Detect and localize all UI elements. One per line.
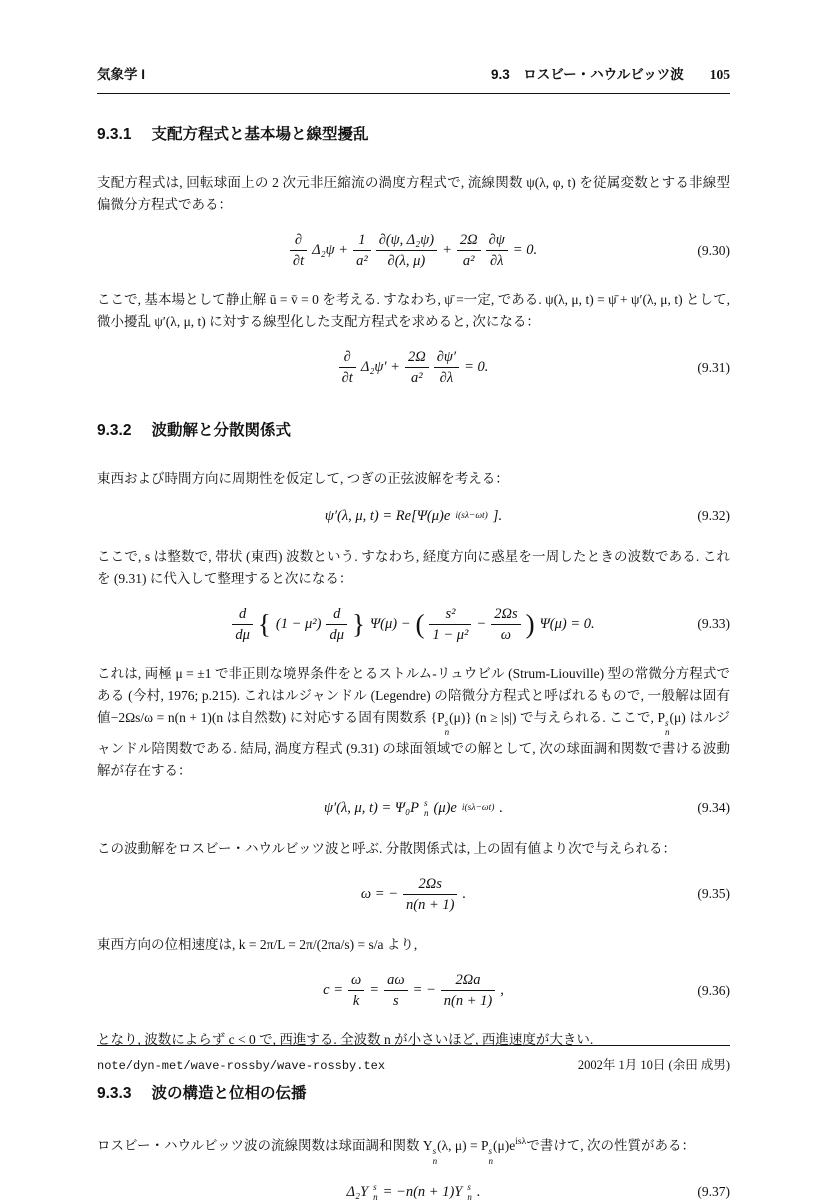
denominator: 1 − μ² — [432, 626, 469, 643]
section-heading-933 — [97, 1084, 730, 1104]
math-text: ψ′(λ, μ, t) = Ψ₀P — [323, 800, 419, 817]
paragraph-text: (μ) はルジャンドル陪関数である. 結局, 渦度方程式 (9.31) の球面領域での解として, 次の球面調和関数で書ける波動解が存在する： — [97, 709, 730, 778]
fraction — [405, 348, 429, 387]
superscript: s — [467, 1182, 471, 1193]
fraction — [457, 231, 481, 270]
math-text: − — [476, 615, 487, 632]
display-equation-932 — [97, 505, 730, 527]
numerator: 2Ω — [405, 348, 429, 368]
subscript: n — [488, 1155, 494, 1166]
display-equation-937 — [97, 1181, 730, 1203]
math-text: c = — [323, 982, 344, 999]
math-text: (1 − μ²) — [275, 615, 322, 632]
equation-body — [361, 875, 466, 914]
left-brace: { — [257, 608, 271, 639]
fraction — [441, 971, 495, 1010]
equation-number: (9.33) — [697, 616, 730, 632]
denominator: dμ — [235, 626, 250, 643]
superscript: s — [424, 798, 428, 809]
math-text: (μ)e — [433, 800, 457, 817]
header-course-title: 気象学 I — [97, 67, 146, 82]
fraction — [429, 605, 471, 644]
math-text: = − — [412, 982, 436, 999]
denominator: a² — [411, 370, 423, 387]
denominator: a² — [356, 253, 368, 270]
fraction — [232, 605, 253, 644]
page-footer — [97, 1045, 730, 1077]
section-number: 9.3.1 — [97, 126, 132, 143]
numerator: ∂ψ′ — [434, 348, 459, 368]
fraction — [376, 231, 437, 270]
section-number: 9.3.3 — [97, 1085, 132, 1103]
equation-number: (9.30) — [697, 242, 730, 258]
denominator: ∂λ — [489, 253, 504, 270]
fraction — [434, 348, 459, 387]
math-text: Δ₂Y — [346, 1184, 369, 1201]
numerator: d — [326, 605, 347, 625]
fraction — [384, 971, 408, 1010]
subscript: n — [373, 1191, 378, 1202]
superscript: i(sλ−ωt) — [455, 511, 488, 522]
math-text: Δ₂ψ′ + — [360, 359, 400, 376]
math-text: . — [476, 1184, 481, 1201]
denominator: k — [352, 993, 360, 1009]
section-title: 支配方程式と基本場と線型擾乱 — [151, 126, 369, 143]
paragraph: この波動解をロスビー・ハウルビッツ波と呼ぶ. 分散関係式は, 上の固有値より次で与えられる： — [97, 840, 677, 856]
left-paren: ( — [415, 608, 425, 639]
equation-body — [324, 799, 503, 818]
denominator: s — [392, 993, 399, 1009]
denominator: dμ — [329, 626, 344, 643]
equation-number: (9.35) — [697, 886, 730, 902]
denominator: n(n + 1) — [405, 896, 455, 913]
superscript: s — [373, 1182, 377, 1193]
superscript: i(sλ−ωt) — [461, 803, 495, 814]
numerator: s² — [429, 605, 471, 625]
fraction — [339, 348, 356, 387]
footer-file-path: note/dyn-met/wave-rossby/wave-rossby.tex — [97, 1059, 386, 1073]
math-text: . — [462, 885, 467, 902]
numerator: ∂ — [290, 231, 307, 251]
fraction — [353, 231, 371, 270]
numerator: 2Ωa — [441, 971, 495, 991]
superscript: isλ — [515, 1137, 527, 1148]
paragraph-text: (λ, μ) = P — [437, 1138, 489, 1154]
subscript: n — [467, 1191, 472, 1202]
equation-body — [325, 507, 502, 526]
sup-sub-scripts — [424, 799, 429, 818]
section-heading-931 — [97, 125, 730, 145]
subscript: n — [424, 807, 429, 818]
display-equation-931 — [97, 348, 730, 387]
math-text: ψ′(λ, μ, t) = Re[Ψ(μ)e — [324, 507, 451, 524]
math-text: = 0. — [512, 242, 538, 259]
paragraph — [97, 663, 730, 782]
equation-number: (9.31) — [697, 359, 730, 375]
equation-number: (9.32) — [697, 507, 730, 523]
math-text: + — [442, 242, 452, 259]
running-header — [97, 64, 730, 94]
paragraph-text: これは, 両極 μ = ±1 で非正則な境界条件をとるストルム-リュウビル (Strum-Liouville) 型の常微分方程式である (今村, 1976; p.215). これはルジャンドル (Legendre) の陪微分方程式と呼ばれるもので, 一般解は固有値−2Ωs/ω = n(n + 1)(n は自然数) に対応する固有関数系 {P — [97, 665, 730, 725]
paragraph: 東西および時間方向に周期性を仮定して, つぎの正弦波解を考える： — [97, 470, 509, 486]
subscript: n — [444, 727, 450, 738]
math-text: ]. — [492, 507, 503, 524]
superscript: s — [444, 717, 449, 728]
math-text: ω = − — [360, 885, 398, 902]
denominator: ∂(λ, μ) — [387, 253, 426, 270]
denominator: ∂t — [341, 370, 353, 387]
footer-date: 2002年 1月 10日 (余田 成男) — [577, 1058, 730, 1072]
numerator: ∂(ψ, Δ₂ψ) — [376, 231, 437, 251]
math-text: . — [499, 800, 504, 817]
fraction — [491, 605, 520, 644]
paragraph: ここで, 基本場として静止解 ū = v̄ = 0 を考える. すなわち, ψ̄ =一定, である. ψ(λ, μ, t) = ψ̄ + ψ′(λ, μ, t) として, 微小擾乱 ψ′(λ, μ, t) に対する線型化した支配方程式を求めると, 次になる： — [97, 292, 730, 330]
superscript: s — [665, 717, 669, 728]
fraction — [486, 231, 508, 270]
equation-body — [347, 1183, 481, 1202]
numerator: d — [232, 605, 253, 625]
paragraph-text: (μ)e — [493, 1138, 516, 1154]
paragraph: 支配方程式は, 回転球面上の 2 次元非圧縮流の渦度方程式で, 流線関数 ψ(λ, φ, t) を従属変数とする非線型偏微分方程式である： — [97, 175, 730, 212]
superscript: s — [432, 1146, 437, 1157]
numerator: 1 — [353, 231, 371, 251]
paragraph: ここで, s は整数で, 帯状 (東西) 波数という. すなわち, 経度方向に惑星を一周したときの波数である. これを (9.31) に代入して整理すると次になる： — [97, 548, 730, 586]
numerator: 2Ωs — [491, 605, 520, 625]
denominator: n(n + 1) — [443, 993, 493, 1009]
denominator: ∂λ — [439, 370, 454, 387]
math-text: Δ₂ψ + — [312, 242, 349, 259]
math-text: Ψ(μ) = 0. — [539, 615, 595, 632]
math-text: = −n(n + 1)Y — [382, 1184, 463, 1201]
equation-body — [290, 231, 537, 270]
math-text: = 0. — [464, 359, 489, 376]
equation-number: (9.36) — [697, 982, 730, 998]
sup-sub-scripts — [467, 1183, 472, 1202]
fraction — [326, 605, 347, 644]
right-paren: ) — [525, 608, 535, 639]
paragraph-text: (μ)} (n ≥ |s|) で与えられる. ここで, P — [449, 709, 666, 725]
display-equation-934 — [97, 797, 730, 819]
section-number: 9.3.2 — [97, 421, 132, 439]
numerator: 2Ωs — [403, 875, 457, 895]
paragraph-text: で書けて, 次の性質がある： — [526, 1138, 695, 1154]
superscript: s — [488, 1146, 493, 1157]
display-equation-936 — [97, 971, 730, 1010]
equation-number: (9.37) — [697, 1184, 730, 1199]
numerator: aω — [384, 971, 408, 991]
page-number: 105 — [709, 67, 730, 82]
math-text: Ψ(μ) − — [369, 615, 411, 632]
denominator: ∂t — [292, 253, 305, 270]
sup-sub-scripts — [373, 1183, 378, 1202]
numerator: ∂ψ — [486, 231, 508, 251]
denominator: a² — [462, 253, 475, 270]
section-title: 波動解と分散関係式 — [151, 421, 291, 439]
equation-number: (9.34) — [697, 799, 730, 815]
section-heading-932 — [97, 421, 730, 441]
paragraph: となり, 波数によらず c < 0 で, 西進する. 全波数 n が小さいほど, 西進速度が大きい. — [97, 1032, 594, 1048]
subscript: n — [665, 727, 670, 738]
equation-body — [232, 605, 594, 644]
numerator: ω — [348, 971, 364, 991]
math-text: , — [500, 982, 504, 999]
paragraph — [97, 1131, 730, 1166]
section-title: 波の構造と位相の伝播 — [151, 1085, 307, 1103]
display-equation-930 — [97, 231, 730, 270]
fraction — [403, 875, 457, 914]
header-section-title: 9.3 ロスビー・ハウルビッツ波 — [490, 67, 684, 82]
fraction — [290, 231, 307, 270]
display-equation-933 — [97, 605, 730, 644]
paragraph-text: ロスビー・ハウルビッツ波の流線関数は球面調和関数 Y — [97, 1138, 433, 1154]
subscript: n — [432, 1155, 438, 1166]
paragraph: 東西方向の位相速度は, k = 2π/L = 2π/(2πa/s) = s/a より, — [97, 936, 418, 952]
denominator: ω — [500, 626, 512, 643]
right-brace: } — [351, 608, 365, 639]
numerator: 2Ω — [457, 231, 481, 251]
numerator: ∂ — [339, 348, 356, 368]
fraction — [348, 971, 364, 1010]
equation-body — [323, 971, 504, 1010]
header-right — [491, 64, 730, 86]
display-equation-935 — [97, 875, 730, 914]
math-text: = — [369, 982, 380, 999]
equation-body — [339, 348, 489, 387]
